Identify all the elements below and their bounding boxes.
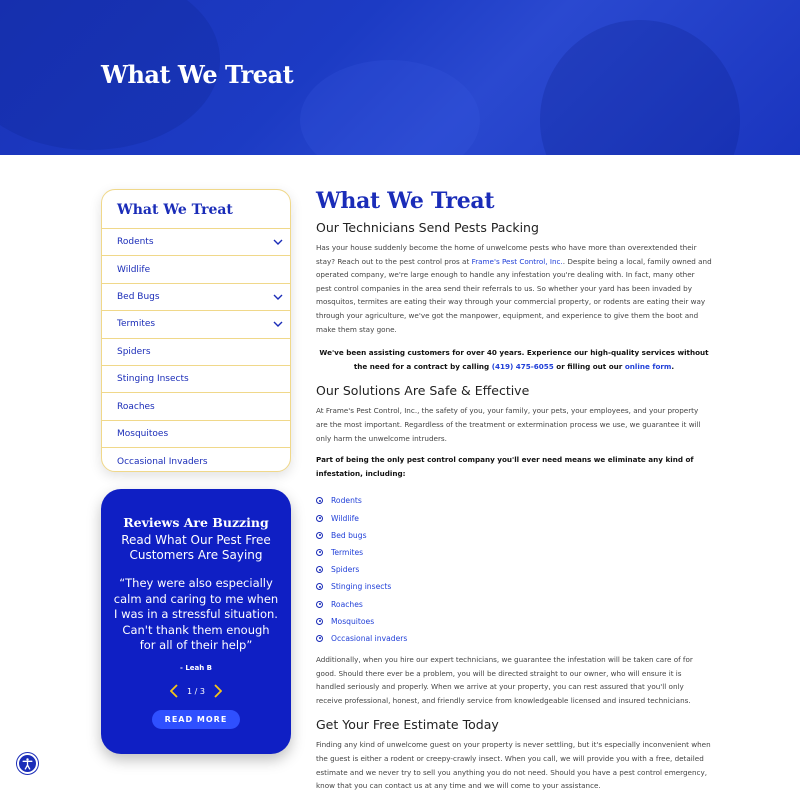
read-more-button[interactable]: READ MORE	[152, 710, 240, 729]
accessibility-icon[interactable]	[17, 753, 38, 774]
list-item-label: Bed bugs	[331, 530, 367, 540]
bullet-icon	[316, 497, 323, 504]
main-content	[316, 188, 712, 793]
hero-title: What We Treat	[101, 60, 294, 89]
sidebar-item-rodents[interactable]	[102, 229, 290, 256]
sidebar-item-bed-bugs[interactable]	[102, 284, 290, 311]
reviews-subtitle: Read What Our Pest Free Customers Are Saying	[121, 533, 271, 562]
safe-paragraph: At Frame's Pest Control, Inc., the safety of you, your family, your pets, your employees, and your property are the most important. Regardless of the treatment or extermination process we use, we guarantee it will only harm the unwelcome intruders.	[316, 406, 701, 443]
sidebar-item-roaches[interactable]	[102, 393, 290, 420]
bullet-icon	[316, 532, 323, 539]
section-heading-estimate: Get Your Free Estimate Today	[316, 717, 499, 733]
list-item-label: Termites	[331, 547, 364, 557]
company-link[interactable]: Frame's Pest Control, Inc.	[471, 256, 563, 266]
review-quote: “They were also especially calm and caring to me when I was in a stressful situation. Can't thank them enough for all of their help”	[113, 576, 279, 653]
page-subtitle: Our Technicians Send Pests Packing	[316, 220, 539, 235]
bullet-icon	[316, 618, 323, 625]
hero-bg-shape	[300, 60, 480, 155]
list-item-label: Mosquitoes	[331, 616, 375, 626]
reviews-title: Reviews Are Buzzing	[123, 515, 269, 530]
list-item[interactable]	[316, 630, 712, 647]
list-item-label: Spiders	[331, 565, 360, 575]
intro-text: . Despite being a local, family owned and operated company, we're large enough to handle any infestation you're dealing with. In fact, many other pest control companies in the area send their referrals to us. So whether your yard has been invaded by mosquitos, termites are eating their way through your commercial property, or rodents are eating their way through your agriculture, we've got the manpower, equipment, and experience to give them the boot and make them stay gone.	[316, 256, 712, 334]
callout-paragraph	[316, 346, 712, 373]
sidebar-item-label: Spiders	[117, 346, 151, 357]
list-item[interactable]	[316, 544, 712, 561]
sidebar-item-label: Bed Bugs	[117, 291, 160, 302]
sidebar-item-label: Rodents	[117, 237, 154, 248]
sidebar-item-label: Stinging Insects	[117, 374, 189, 385]
chevron-left-icon[interactable]	[167, 682, 181, 700]
pest-list	[316, 492, 712, 647]
sidebar-item-spiders[interactable]	[102, 339, 290, 366]
infestation-intro: Part of being the only pest control company you'll ever need means we eliminate any kind of infestation, including:	[316, 455, 694, 478]
list-item[interactable]	[316, 578, 712, 595]
bullet-icon	[316, 515, 323, 522]
list-item[interactable]	[316, 492, 712, 509]
list-item[interactable]	[316, 527, 712, 544]
sidebar-item-occasional-invaders[interactable]	[102, 448, 290, 472]
bullet-icon	[316, 583, 323, 590]
sidebar-item-wildlife[interactable]	[102, 256, 290, 283]
list-item-label: Rodents	[331, 496, 362, 506]
sidebar-item-label: Occasional Invaders	[117, 456, 208, 467]
list-item-label: Stinging insects	[331, 582, 392, 592]
callout-text: .	[671, 361, 675, 371]
intro-paragraph	[316, 241, 712, 336]
bullet-icon	[316, 566, 323, 573]
sidebar-item-label: Termites	[117, 319, 156, 330]
sidebar-item-label: Mosquitoes	[117, 428, 169, 439]
sidebar-item-stinging-insects[interactable]	[102, 366, 290, 393]
bullet-icon	[316, 601, 323, 608]
callout-text: or filling out our	[553, 361, 625, 371]
chevron-down-icon[interactable]	[272, 236, 284, 248]
hero-bg-shape	[540, 20, 740, 155]
sidebar-item-mosquitoes[interactable]	[102, 421, 290, 448]
pager-count: 1 / 3	[187, 686, 205, 696]
sidebar-item-termites[interactable]	[102, 311, 290, 338]
review-author: - Leah B	[179, 663, 213, 672]
hero-banner	[0, 0, 800, 155]
sidebar-title: What We Treat	[102, 190, 290, 229]
callout-text: We've been assisting customers for over 40 years. Experience our high-quality services without the need for a contract by calling	[319, 348, 709, 371]
list-item-label: Occasional invaders	[331, 633, 408, 643]
section-heading-safe: Our Solutions Are Safe & Effective	[316, 383, 530, 399]
bullet-icon	[316, 635, 323, 642]
guarantee-paragraph: Additionally, when you hire our expert technicians, we guarantee the infestation will be taken care of for good. Should there ever be a problem, you will be directed straight to our owner, who will ensure it is handled seriously and properly. When we arrive at your property, you can rest assured that you'll only receive professional, honest, and friendly service from knowledgeable licensed and insured technicians.	[316, 655, 693, 705]
estimate-paragraph: Finding any kind of unwelcome guest on your property is never settling, but it's especially inconvenient when the guest is either a rodent or creepy-crawly insect. When you call, we will provide you with a free, detailed estimate and we never try to sell you anything you do not need. Should you have a pest control emergency, know that you can contact us at any time and we will come to your assistance.	[316, 740, 711, 791]
sidebar-menu	[101, 189, 291, 472]
bullet-icon	[316, 549, 323, 556]
phone-link[interactable]: (419) 475-6055	[491, 361, 554, 371]
sidebar-item-label: Roaches	[117, 401, 155, 412]
list-item-label: Roaches	[331, 599, 363, 609]
list-item[interactable]	[316, 561, 712, 578]
review-pager	[101, 682, 291, 700]
list-item-label: Wildlife	[331, 513, 359, 523]
list-item[interactable]	[316, 613, 712, 630]
chevron-right-icon[interactable]	[211, 682, 225, 700]
list-item[interactable]	[316, 510, 712, 527]
chevron-down-icon[interactable]	[272, 318, 284, 330]
intro-text: Has your house suddenly become the home of unwelcome pests who have more than overextended their stay? Reach out to the pest control pros at	[316, 243, 697, 266]
page-title: What We Treat	[316, 188, 495, 214]
online-form-link[interactable]: online form	[624, 361, 672, 371]
list-item[interactable]	[316, 595, 712, 612]
sidebar-item-label: Wildlife	[117, 264, 151, 275]
chevron-down-icon[interactable]	[272, 291, 284, 303]
reviews-card	[101, 489, 291, 754]
